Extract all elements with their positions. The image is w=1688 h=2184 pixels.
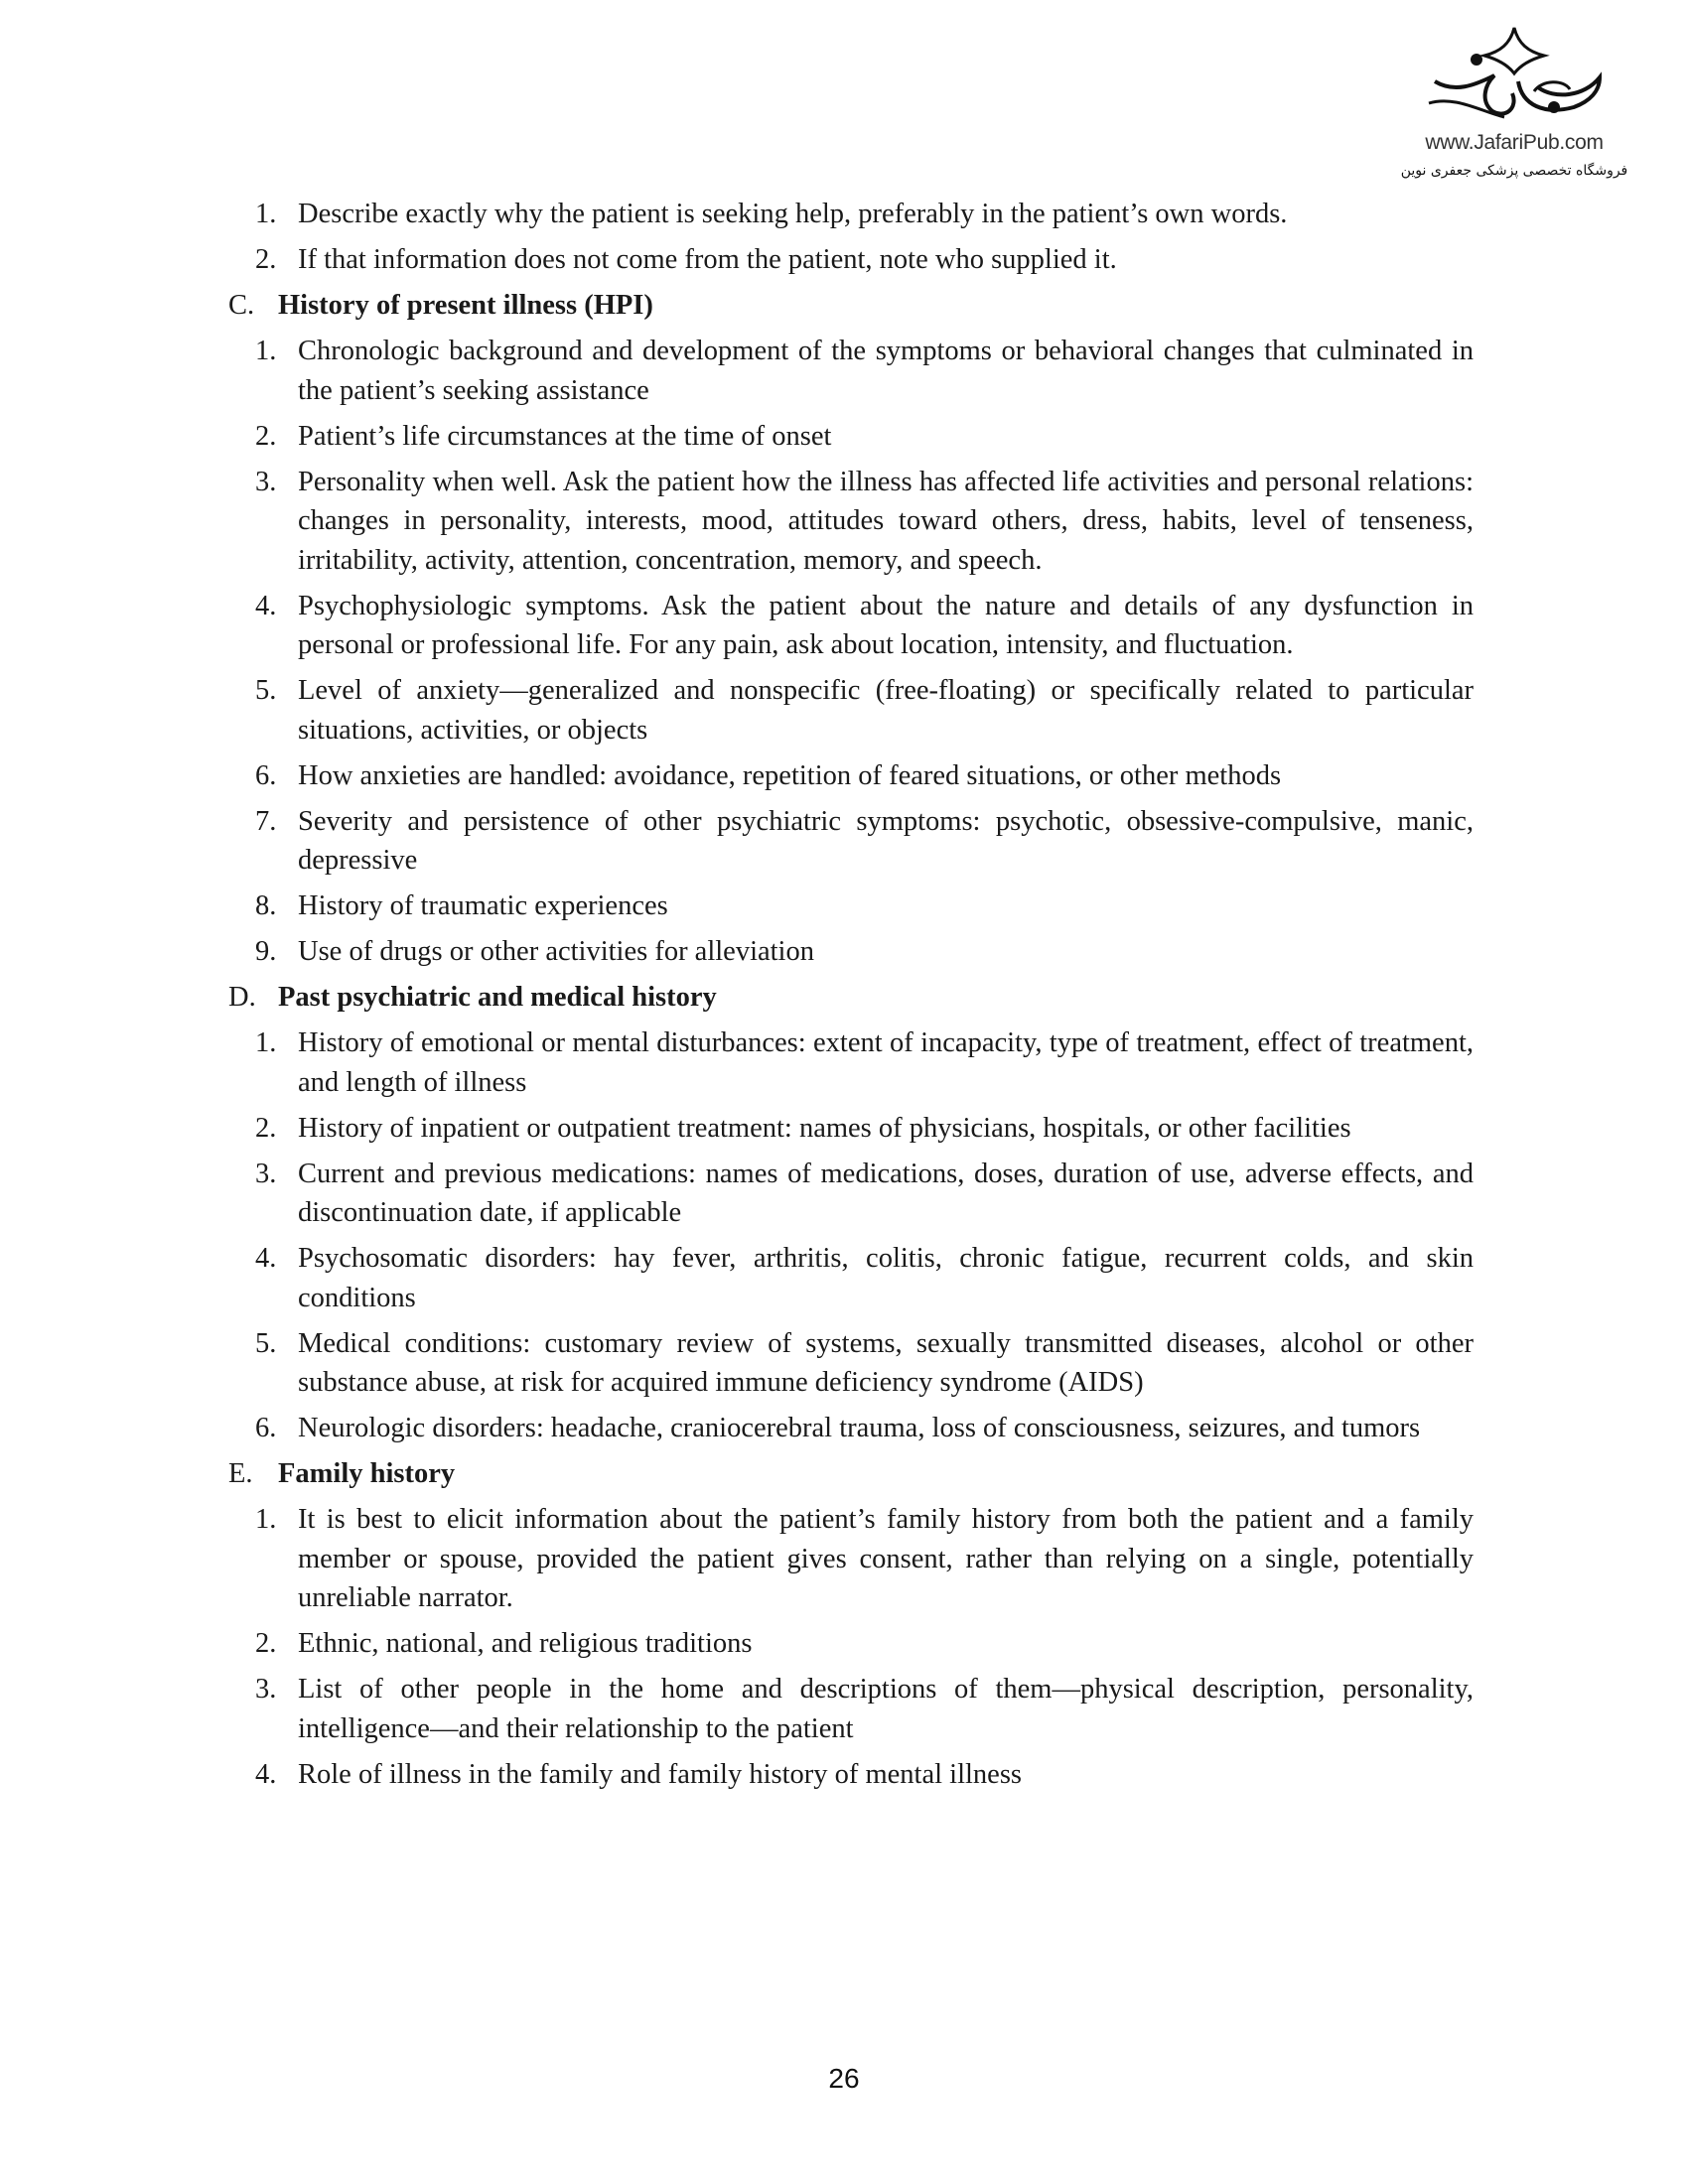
list-item [228,1409,1474,1448]
list-item [228,1324,1474,1403]
list-item-number: 4. [255,590,277,621]
section-heading [228,1454,1474,1494]
list-item [228,1755,1474,1795]
list-item [228,932,1474,972]
list-item [228,802,1474,881]
list-item-number: 4. [255,1758,277,1790]
intro-list [228,195,1474,280]
list-item-text: Neurologic disorders: headache, craniocerebral trauma, loss of consciousness, seizures, and tumors [298,1413,1421,1443]
list-item-text: Role of illness in the family and family history of mental illness [298,1758,1023,1790]
list-item [228,756,1474,796]
sections [228,286,1474,1794]
list-item-number: 3. [255,466,277,497]
list-item [228,195,1474,234]
list-item-number: 1. [255,336,277,366]
publisher-logo [1390,22,1638,181]
list-item-text: Describe exactly why the patient is seeking help, preferably in the patient’s own words. [298,199,1288,229]
document-body [228,195,1474,1801]
list-item-number: 9. [255,936,277,967]
list-item-number: 8. [255,890,277,921]
list-item-number: 2. [255,244,277,275]
list-item-number: 5. [255,675,277,706]
section-letter: C. [228,290,255,321]
list-item [228,1500,1474,1618]
section-letter: E. [228,1458,253,1489]
list-item-text: Severity and persistence of other psychiatric symptoms: psychotic, obsessive-compulsive, manic, depressive [298,805,1474,876]
list-item [228,240,1474,280]
list-item [228,1624,1474,1664]
list-item-text: How anxieties are handled: avoidance, repetition of feared situations, or other methods [298,759,1282,791]
list-item-number: 2. [255,420,277,452]
calligraphy-logo-icon [1415,22,1614,129]
list-item-text: If that information does not come from the patient, note who supplied it. [298,244,1117,275]
list-item-number: 6. [255,1413,277,1443]
list-item-text: Use of drugs or other activities for alleviation [298,936,814,967]
list-item-number: 5. [255,1327,277,1359]
list-item-number: 3. [255,1674,277,1705]
publisher-tagline: فروشگاه تخصصی پزشکی جعفری نوین [1400,163,1628,179]
list-item [228,463,1474,581]
section [228,1454,1474,1794]
section-title: History of present illness (HPI) [278,290,653,321]
publisher-url: www.JafariPub.com [1425,131,1604,154]
list-item [228,887,1474,926]
list-item-number: 7. [255,805,277,837]
list-item-text: History of inpatient or outpatient treatment: names of physicians, hospitals, or other facilities [298,1112,1351,1144]
list-item [228,671,1474,750]
list-item-text: History of traumatic experiences [298,890,668,921]
section-heading [228,286,1474,326]
section-heading [228,978,1474,1018]
list-item [228,417,1474,457]
list-item [228,1155,1474,1233]
list-item [228,1024,1474,1102]
list-item-number: 3. [255,1158,277,1189]
list-item-number: 1. [255,199,277,229]
list-item-number: 1. [255,1027,277,1058]
list-item-text: Psychophysiologic symptoms. Ask the patient about the nature and details of any dysfunction in personal or professional life. For any pain, ask about location, intensity, and fluctuation. [298,590,1474,660]
list-item-text: Personality when well. Ask the patient how the illness has affected life activities and personal relations: changes in personality, interests, mood, attitudes toward others, dress, habits, level of tenseness, irritability, activity, attention, concentration, memory, and speech. [298,466,1474,576]
section-letter: D. [228,982,256,1013]
list-item-number: 6. [255,759,277,791]
list-item [228,1239,1474,1317]
list-item [228,587,1474,665]
list-item-number: 4. [255,1243,277,1274]
list-item-text: Ethnic, national, and religious traditions [298,1628,753,1659]
section-title: Family history [278,1458,456,1489]
list-item-text: Current and previous medications: names of medications, doses, duration of use, adverse effects, and discontinuation date, if applicable [298,1158,1474,1228]
list-item-text: Psychosomatic disorders: hay fever, arthritis, colitis, chronic fatigue, recurrent colds, and skin conditions [298,1243,1474,1313]
section [228,978,1474,1448]
list-item-text: List of other people in the home and descriptions of them—physical description, personality, intelligence—and their relationship to the patient [298,1674,1474,1744]
list-item-text: History of emotional or mental disturbances: extent of incapacity, type of treatment, effect of treatment, and length of illness [298,1027,1474,1098]
list-item-text: Level of anxiety—generalized and nonspecific (free-floating) or specifically related to particular situations, activities, or objects [298,675,1474,746]
list-item [228,1109,1474,1149]
page-number: 26 [828,2063,860,2094]
section-title: Past psychiatric and medical history [278,982,717,1013]
list-item-text: Patient’s life circumstances at the time of onset [298,420,832,452]
list-item-text: It is best to elicit information about the patient’s family history from both the patient and a family member or spouse, provided the patient gives consent, rather than relying on a single, potentially unreliable narrator. [298,1504,1474,1613]
list-item [228,1670,1474,1748]
list-item-text: Chronologic background and development of the symptoms or behavioral changes that culminated in the patient’s seeking assistance [298,336,1474,406]
list-item-number: 2. [255,1112,277,1144]
list-item-number: 1. [255,1504,277,1535]
list-item-text: Medical conditions: customary review of systems, sexually transmitted diseases, alcohol or other substance abuse, at risk for acquired immune deficiency syndrome (AIDS) [298,1327,1474,1398]
list-item-number: 2. [255,1628,277,1659]
list-item [228,332,1474,410]
section [228,286,1474,972]
